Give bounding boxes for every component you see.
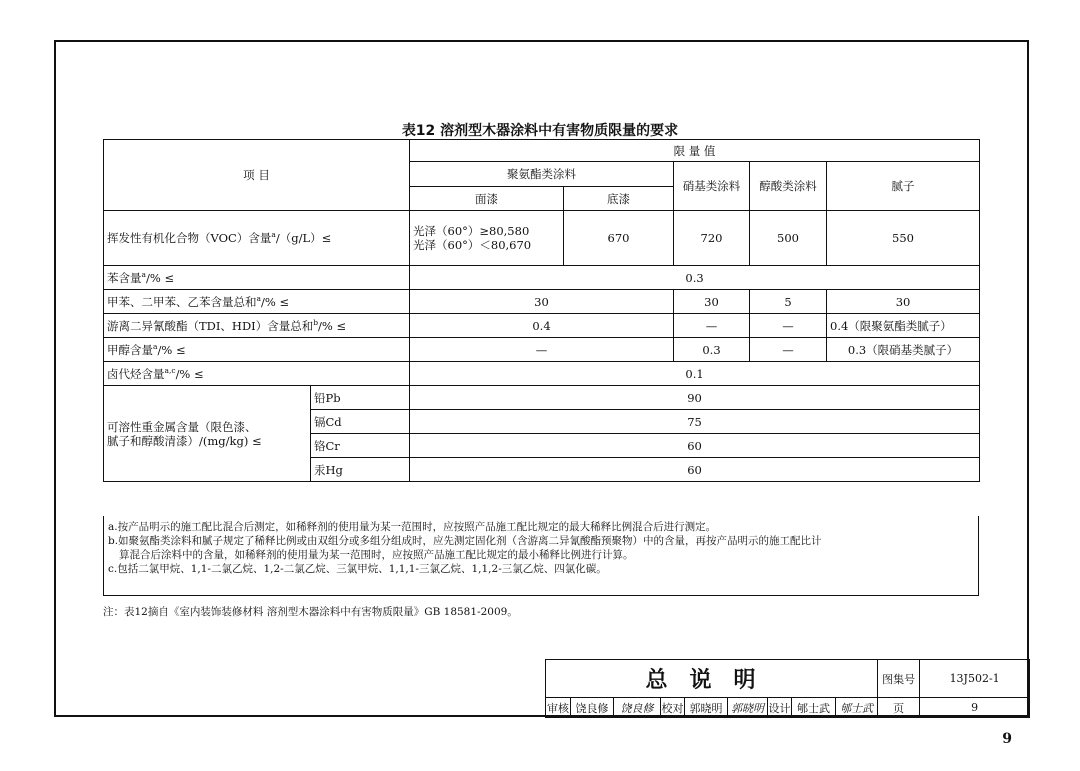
note-a: a.按产品明示的施工配比混合后测定，如稀释剂的使用量为某一范围时，应按照产品施工配比规定的最大稀释比例混合后进行测定。 [108, 521, 717, 533]
tx-putty: 30 [827, 290, 980, 314]
tdi-alkyd: — [750, 314, 827, 338]
tx-label: 甲苯、二甲苯、乙苯含量总和$^a$/% ≤ [104, 290, 410, 314]
metal-value: 75 [410, 410, 980, 434]
atlas-number: 13J502-1 [920, 660, 1030, 698]
header-nc: 硝基类涂料 [674, 162, 750, 211]
methanol-putty: 0.3（限硝基类腻子） [827, 338, 980, 362]
metal-name: 铬Cr [311, 434, 410, 458]
metal-name: 铅Pb [311, 386, 410, 410]
benzene-value: 0.3 [410, 266, 980, 290]
header-limit: 限 量 值 [410, 140, 980, 162]
note-c: c.包括二氯甲烷、1,1-二氯乙烷、1,2-二氯乙烷、三氯甲烷、1,1,1-三氯乙烷、1,1,2-三氯乙烷、四氯化碳。 [108, 563, 607, 575]
page-value: 9 [920, 698, 1030, 718]
tdi-putty: 0.4（限聚氨酯类腻子） [827, 314, 980, 338]
check-label: 校对 [661, 698, 685, 718]
designer-name: 郇士武 [792, 698, 836, 718]
table-notes [103, 516, 979, 596]
halo-label: 卤代烃含量$^{a,c}$/% ≤ [104, 362, 410, 386]
reviewer-signature: 饶良修 [614, 698, 661, 718]
note-b-cont: 算混合后涂料中的含量，如稀释剂的使用量为某一范围时，应按照产品施工配比规定的最小稀释比例进行计算。 [119, 549, 634, 561]
methanol-alkyd: — [750, 338, 827, 362]
header-putty: 腻子 [827, 162, 980, 211]
designer-signature: 郇士武 [836, 698, 878, 718]
heavy-metal-label: 可溶性重金属含量（限色漆、 腻子和醇酸清漆）/(mg/kg) ≤ [104, 386, 311, 482]
methanol-nc: 0.3 [674, 338, 750, 362]
note-b: b.如聚氨酯类涂料和腻子规定了稀释比例或由双组分或多组分组成时，应先测定固化剂（含游离二异氰酸酯预聚物）中的含量，再按产品明示的施工配比计 [108, 535, 822, 547]
voc-nc: 720 [674, 211, 750, 266]
metal-value: 60 [410, 434, 980, 458]
metal-value: 90 [410, 386, 980, 410]
voc-putty: 550 [827, 211, 980, 266]
header-item: 项 目 [104, 140, 410, 211]
tdi-label: 游离二异氰酸酯（TDI、HDI）含量总和$^b$/% ≤ [104, 314, 410, 338]
methanol-pu: — [410, 338, 674, 362]
reviewer-name: 饶良修 [571, 698, 614, 718]
halo-value: 0.1 [410, 362, 980, 386]
metal-name: 镉Cd [311, 410, 410, 434]
tdi-nc: — [674, 314, 750, 338]
tx-pu: 30 [410, 290, 674, 314]
voc-base: 670 [564, 211, 674, 266]
header-alkyd: 醇酸类涂料 [750, 162, 827, 211]
methanol-label: 甲醇含量$^a$/% ≤ [104, 338, 410, 362]
review-label: 审核 [546, 698, 571, 718]
checker-signature: 郭晓明 [728, 698, 768, 718]
metal-value: 60 [410, 458, 980, 482]
voc-alkyd: 500 [750, 211, 827, 266]
benzene-label: 苯含量$^a$/% ≤ [104, 266, 410, 290]
voc-label: 挥发性有机化合物（VOC）含量$^a$/（g/L）≤ [104, 211, 410, 266]
drawing-title: 总说明 [546, 660, 878, 698]
header-base: 底漆 [564, 187, 674, 211]
checker-name: 郭晓明 [685, 698, 728, 718]
metal-name: 汞Hg [311, 458, 410, 482]
voc-top: 光泽（60°）≥80,580 光泽（60°）＜80,670 [410, 211, 564, 266]
tdi-pu: 0.4 [410, 314, 674, 338]
tx-alkyd: 5 [750, 290, 827, 314]
table-title: 表12 溶剂型木器涂料中有害物质限量的要求 [401, 123, 679, 139]
tx-nc: 30 [674, 290, 750, 314]
header-top: 面漆 [410, 187, 564, 211]
page-label: 页 [878, 698, 920, 718]
design-label: 设计 [768, 698, 792, 718]
page-number: 9 [1002, 731, 1012, 747]
header-pu: 聚氨酯类涂料 [410, 162, 674, 187]
source-note: 注：表12摘自《室内装饰装修材料 溶剂型木器涂料中有害物质限量》GB 18581-2009。 [103, 606, 518, 618]
limits-table [103, 139, 980, 482]
atlas-label: 图集号 [878, 660, 920, 698]
title-block [545, 659, 1030, 718]
